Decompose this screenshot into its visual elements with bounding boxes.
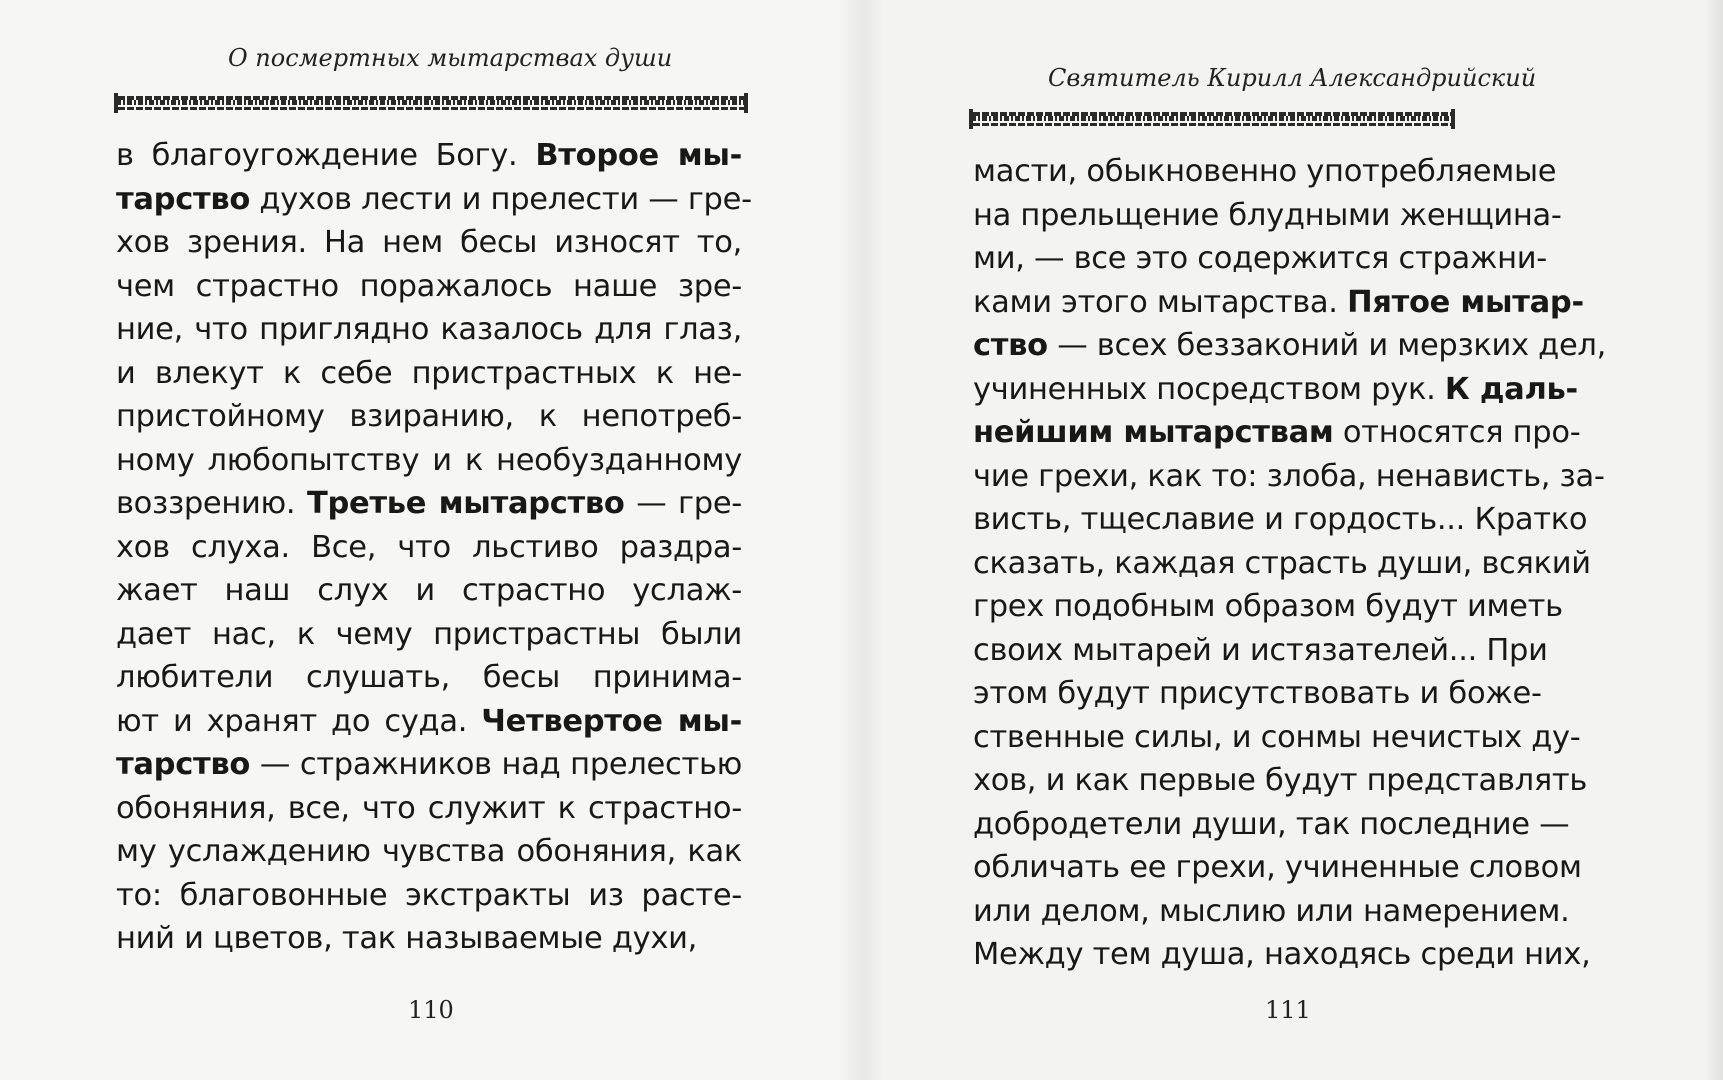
- bold-term: тарство: [116, 747, 251, 782]
- text-line: [973, 629, 1548, 673]
- gutter-shadow: [838, 0, 884, 1080]
- text-line: [973, 716, 1581, 760]
- text-run: му услаждению чувства обоняния, как: [116, 834, 742, 869]
- bold-term: нейшим мытарствам: [973, 415, 1334, 450]
- text-line: [973, 281, 1584, 325]
- text-run: дает нас, к чему пристрастны были: [116, 616, 742, 652]
- text-line: [116, 656, 742, 700]
- text-run: ственные силы, и сонмы нечистых ду-: [973, 719, 1581, 755]
- right-page: [861, 0, 1723, 1080]
- text-line: [116, 526, 742, 570]
- text-run: сказать, каждая страсть души, всякий: [973, 545, 1591, 581]
- right-body-text: [973, 150, 1607, 977]
- text-line: [973, 672, 1542, 716]
- text-line: [116, 439, 742, 483]
- text-line: [116, 265, 742, 309]
- text-run: висть, тщеславие и гордость... Кратко: [973, 502, 1588, 537]
- text-line: [973, 933, 1591, 977]
- text-run: масти, обыкновенно употребляемые: [973, 154, 1557, 189]
- text-run: духов лести и прелести — гре-: [250, 181, 752, 217]
- text-line: [973, 150, 1557, 194]
- left-page: [0, 0, 861, 1080]
- text-line: [116, 221, 742, 265]
- right-page-number: 111: [1265, 996, 1311, 1024]
- bold-term: К даль-: [1444, 371, 1578, 407]
- text-line: [116, 874, 742, 918]
- text-line: [116, 569, 742, 613]
- text-line: [973, 194, 1562, 238]
- text-run: и влекут к себе пристрастных к не-: [116, 355, 742, 391]
- text-run: хов зрения. На нем бесы износят то,: [116, 225, 742, 260]
- bold-term: Третье мытарство: [306, 486, 625, 521]
- text-line: [973, 411, 1581, 455]
- text-line: [973, 759, 1588, 803]
- text-line: [116, 830, 742, 874]
- text-run: ний и цветов, так называемые духи,: [116, 921, 698, 956]
- text-line: [116, 917, 742, 961]
- text-run: чем страстно поражалось наше зре-: [116, 268, 742, 304]
- text-line: [116, 395, 742, 439]
- text-line: [973, 890, 1570, 934]
- text-line: [973, 455, 1605, 499]
- right-running-head: Святитель Кирилл Александрийский: [1048, 64, 1537, 92]
- text-line: [973, 368, 1578, 412]
- text-run: хов, и как первые будут представлять: [973, 763, 1588, 798]
- text-run: или делом, мыслию или намерением.: [973, 893, 1570, 929]
- text-run: относятся про-: [1333, 415, 1581, 450]
- text-line: [973, 324, 1607, 368]
- text-run: учиненных посредством рук.: [973, 371, 1445, 407]
- text-run: воззрению.: [116, 486, 307, 521]
- text-run: — всех беззаконий и мерзких дел,: [1047, 328, 1607, 363]
- text-run: ние, что приглядно казалось для глаз,: [116, 312, 742, 347]
- text-line: [116, 134, 742, 178]
- text-line: [116, 482, 742, 526]
- bold-term: Четвертое мы-: [481, 703, 742, 739]
- text-line: [973, 542, 1591, 586]
- text-line: [116, 613, 742, 657]
- text-line: [973, 498, 1588, 542]
- text-run: на прельщение блудными женщина-: [973, 197, 1562, 233]
- text-line: [116, 787, 742, 831]
- text-run: добродетели души, так последние —: [973, 806, 1570, 842]
- left-body-text: [116, 134, 752, 961]
- left-page-number: 110: [408, 996, 454, 1024]
- text-line: [116, 743, 742, 787]
- text-run: жает наш слух и страстно услаж-: [116, 573, 742, 608]
- text-run: ному любопытству и к необузданному: [116, 442, 742, 478]
- left-header-ornament: [116, 96, 746, 110]
- page-edge-shadow: [1705, 0, 1723, 1080]
- text-line: [116, 700, 742, 744]
- text-run: ют и хранят до суда.: [116, 703, 482, 739]
- bold-term: Пятое мытар-: [1347, 284, 1584, 320]
- text-run: этом будут присутствовать и боже-: [973, 676, 1542, 711]
- left-running-head: О посмертных мытарствах души: [228, 44, 673, 72]
- right-header-ornament: [971, 112, 1453, 126]
- text-line: [116, 308, 742, 352]
- text-run: своих мытарей и истязателей... При: [973, 632, 1548, 668]
- text-run: любители слушать, бесы принима-: [116, 660, 742, 695]
- text-line: [116, 352, 742, 396]
- text-line: [116, 178, 752, 222]
- text-run: Между тем душа, находясь среди них,: [973, 937, 1591, 972]
- text-line: [973, 585, 1563, 629]
- text-run: чие грехи, как то: злоба, ненависть, за-: [973, 458, 1605, 494]
- bold-term: тарство: [116, 181, 251, 217]
- text-line: [973, 237, 1547, 281]
- text-run: ми, — все это содержится стражни-: [973, 241, 1547, 276]
- text-line: [973, 803, 1570, 847]
- text-run: грех подобным образом будут иметь: [973, 589, 1563, 624]
- text-run: обоняния, все, что служит к страстно-: [116, 790, 742, 826]
- text-run: хов слуха. Все, что льстиво раздра-: [116, 529, 742, 565]
- text-line: [973, 846, 1582, 890]
- text-run: ками этого мытарства.: [973, 284, 1348, 320]
- text-run: пристойному взиранию, к непотреб-: [116, 399, 742, 434]
- bold-term: ство: [973, 328, 1048, 363]
- text-run: то: благовонные экстракты из расте-: [116, 877, 742, 913]
- bold-term: Второе мы-: [535, 138, 742, 173]
- text-run: — гре-: [624, 486, 742, 521]
- text-run: обличать ее грехи, учиненные словом: [973, 850, 1582, 885]
- text-run: в благоугождение Богу.: [116, 138, 536, 173]
- text-run: — стражников над прелестью: [250, 747, 742, 782]
